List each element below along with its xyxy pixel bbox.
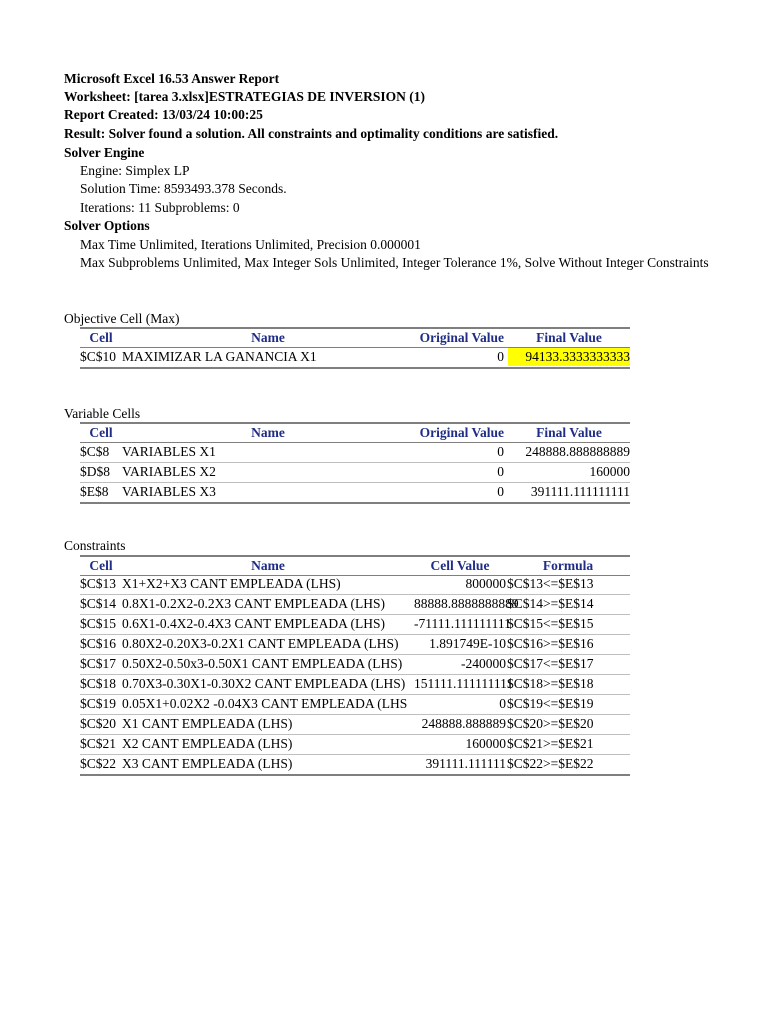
col-original-header: Original Value xyxy=(419,425,504,440)
table-row xyxy=(80,575,630,595)
cell-name: X2 CANT EMPLEADA (LHS) xyxy=(122,736,293,751)
cell-name: 0.80X2-0.20X3-0.2X1 CANT EMPLEADA (LHS) xyxy=(122,636,399,651)
cell-name: 0.70X3-0.30X1-0.30X2 CANT EMPLEADA (LHS) xyxy=(122,676,406,691)
cell-ref: $D$8 xyxy=(80,464,110,479)
cell-ref: $C$18 xyxy=(80,676,117,691)
cell-value: 1.891749E-10 xyxy=(429,636,506,651)
table-row xyxy=(80,715,630,735)
table-row xyxy=(80,755,630,776)
col-name-header: Name xyxy=(251,558,285,573)
variables-section-label: Variable Cells xyxy=(64,406,141,421)
cell-name: X3 CANT EMPLEADA (LHS) xyxy=(122,756,293,771)
col-formula-header: Formula xyxy=(542,558,594,573)
table-row xyxy=(80,463,630,483)
table-row xyxy=(80,655,630,675)
col-cell-header: Cell xyxy=(89,330,113,345)
result-line: Result: Solver found a solution. All constraints and optimality conditions are satisfied. xyxy=(64,126,559,141)
cell-name: X1 CANT EMPLEADA (LHS) xyxy=(122,716,293,731)
final-value-highlighted: 94133.3333333333 xyxy=(508,348,630,366)
cell-ref: $C$10 xyxy=(80,349,117,364)
cell-value: -71111.111111111 xyxy=(414,616,511,631)
cell-ref: $C$19 xyxy=(80,696,117,711)
engine-heading: Solver Engine xyxy=(64,145,145,160)
formula: $C$17<=$E$17 xyxy=(507,656,594,671)
formula: $C$20>=$E$20 xyxy=(507,716,594,731)
objective-section-label: Objective Cell (Max) xyxy=(64,311,180,326)
col-original-header: Original Value xyxy=(419,330,504,345)
original-value: 0 xyxy=(497,484,504,499)
cell-ref: $C$20 xyxy=(80,716,117,731)
formula: $C$16>=$E$16 xyxy=(507,636,594,651)
cell-ref: $C$8 xyxy=(80,444,110,459)
cell-ref: $C$21 xyxy=(80,736,117,751)
cell-ref: $C$16 xyxy=(80,636,117,651)
solution-time-line: Solution Time: 8593493.378 Seconds. xyxy=(80,181,287,196)
formula: $C$22>=$E$22 xyxy=(507,756,594,771)
options-line-2: Max Subproblems Unlimited, Max Integer Sols Unlimited, Integer Tolerance 1%, Solve Without Integer Constraints xyxy=(80,255,709,270)
table-row xyxy=(80,635,630,655)
cell-value: 160000 xyxy=(465,736,506,751)
cell-value: -240000 xyxy=(461,656,506,671)
table-row xyxy=(80,483,630,504)
table-row xyxy=(80,735,630,755)
cell-ref: $C$17 xyxy=(80,656,117,671)
col-name-header: Name xyxy=(251,330,285,345)
final-value: 248888.888888889 xyxy=(525,444,630,459)
original-value: 0 xyxy=(497,444,504,459)
cell-name: 0.8X1-0.2X2-0.2X3 CANT EMPLEADA (LHS) xyxy=(122,596,385,611)
formula: $C$15<=$E$15 xyxy=(507,616,594,631)
cell-ref: $E$8 xyxy=(80,484,109,499)
cell-name: MAXIMIZAR LA GANANCIA X1 xyxy=(122,349,317,364)
cell-ref: $C$13 xyxy=(80,576,117,591)
cell-name: VARIABLES X1 xyxy=(122,444,216,459)
original-value: 0 xyxy=(497,464,504,479)
cell-value: 0 xyxy=(499,696,506,711)
col-value-header: Cell Value xyxy=(430,558,490,573)
cell-name: X1+X2+X3 CANT EMPLEADA (LHS) xyxy=(122,576,341,591)
cell-name: VARIABLES X3 xyxy=(122,484,216,499)
objective-header-row xyxy=(80,327,630,348)
constraints-body xyxy=(80,575,630,776)
formula: $C$18>=$E$18 xyxy=(507,676,594,691)
cell-name: VARIABLES X2 xyxy=(122,464,216,479)
formula: $C$19<=$E$19 xyxy=(507,696,594,711)
table-row xyxy=(80,615,630,635)
variables-header-row xyxy=(80,422,630,443)
table-row xyxy=(80,348,630,369)
col-name-header: Name xyxy=(251,425,285,440)
final-value: 391111.111111111 xyxy=(530,484,630,499)
table-row xyxy=(80,675,630,695)
report-title: Microsoft Excel 16.53 Answer Report xyxy=(64,71,280,86)
cell-value: 88888.8888888889 xyxy=(414,596,519,611)
constraints-table xyxy=(80,555,630,576)
original-value: 0 xyxy=(497,349,504,364)
iterations-line: Iterations: 11 Subproblems: 0 xyxy=(80,200,240,215)
cell-ref: $C$14 xyxy=(80,596,117,611)
created-line: Report Created: 13/03/24 10:00:25 xyxy=(64,107,263,122)
formula: $C$14>=$E$14 xyxy=(507,596,594,611)
final-value: 160000 xyxy=(589,464,630,479)
variables-table xyxy=(80,422,630,504)
col-final-header: Final Value xyxy=(536,330,602,345)
formula: $C$13<=$E$13 xyxy=(507,576,594,591)
worksheet-line: Worksheet: [tarea 3.xlsx]ESTRATEGIAS DE INVERSION (1) xyxy=(64,89,426,104)
cell-value: 248888.888889 xyxy=(421,716,506,731)
col-cell-header: Cell xyxy=(89,425,113,440)
cell-ref: $C$22 xyxy=(80,756,117,771)
cell-name: 0.50X2-0.50x3-0.50X1 CANT EMPLEADA (LHS) xyxy=(122,656,403,671)
options-heading: Solver Options xyxy=(64,218,150,233)
cell-name: 0.05X1+0.02X2 -0.04X3 CANT EMPLEADA (LHS xyxy=(122,696,408,711)
cell-ref: $C$15 xyxy=(80,616,117,631)
col-cell-header: Cell xyxy=(89,558,113,573)
formula: $C$21>=$E$21 xyxy=(507,736,594,751)
col-final-header: Final Value xyxy=(536,425,602,440)
cell-value: 800000 xyxy=(465,576,506,591)
cell-value: 151111.111111111 xyxy=(414,676,514,691)
table-row xyxy=(80,695,630,715)
objective-table xyxy=(80,327,630,369)
engine-line: Engine: Simplex LP xyxy=(80,163,190,178)
table-row xyxy=(80,595,630,615)
table-row xyxy=(80,443,630,463)
constraints-header-row xyxy=(80,555,630,576)
constraints-section-label: Constraints xyxy=(64,538,126,553)
options-line-1: Max Time Unlimited, Iterations Unlimited, Precision 0.000001 xyxy=(80,237,421,252)
cell-name: 0.6X1-0.4X2-0.4X3 CANT EMPLEADA (LHS) xyxy=(122,616,385,631)
cell-value: 391111.111111 xyxy=(425,756,506,771)
